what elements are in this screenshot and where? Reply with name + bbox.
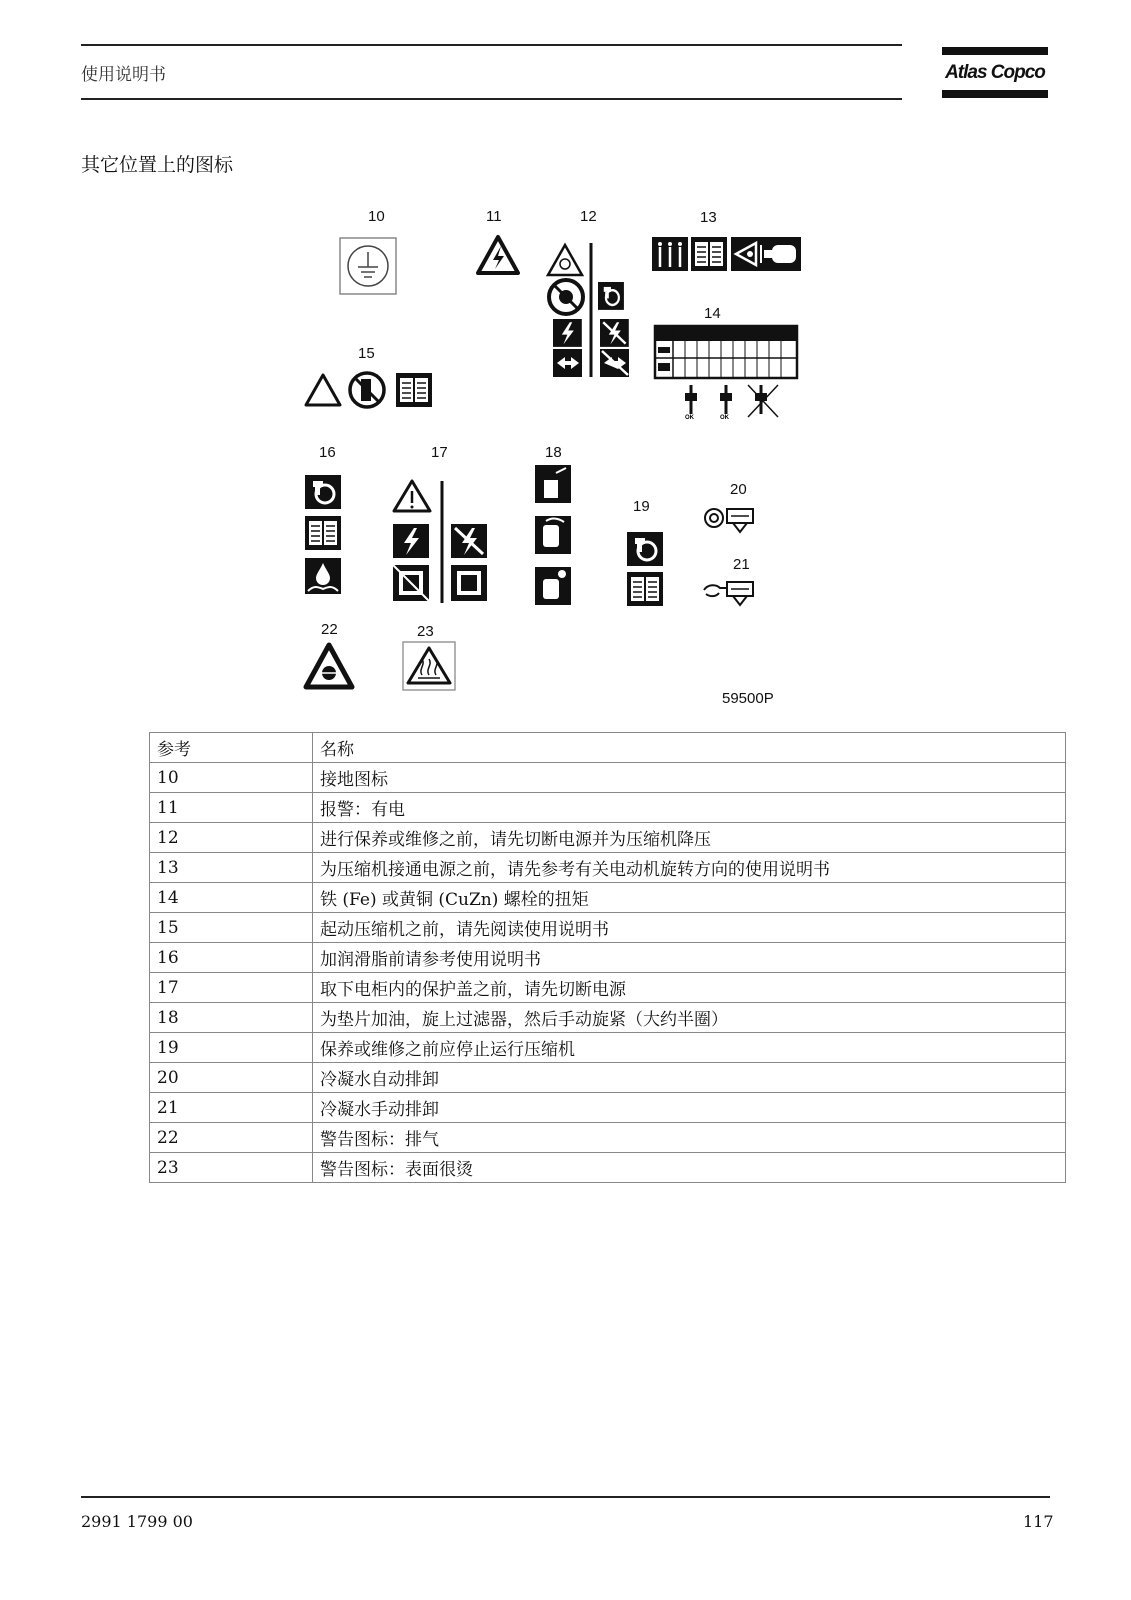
table-row: [150, 973, 1066, 1003]
pictograms-svg: [300, 205, 840, 715]
table-row: [150, 883, 1066, 913]
figure-label-20: 20: [730, 481, 747, 498]
table-row: [150, 823, 1066, 853]
maintenance-lockout-icon: [548, 243, 629, 377]
figure-label-21: 21: [733, 556, 750, 573]
name-cell: 报警：有电: [313, 793, 1066, 823]
manual-drain-icon: [704, 582, 753, 605]
ref-cell: 12: [150, 823, 313, 853]
section-title: 其它位置上的图标: [81, 154, 234, 176]
name-cell: 冷凝水自动排卸: [313, 1063, 1066, 1093]
torque-table-icon: [655, 326, 797, 417]
hot-surface-warning-icon: [403, 642, 455, 690]
figure-label-22: 22: [321, 621, 338, 638]
table-row: [150, 913, 1066, 943]
pictogram-figure: [300, 205, 840, 715]
table-row: [150, 1093, 1066, 1123]
reference-table: [149, 732, 1066, 1183]
figure-label-11: 11: [486, 208, 502, 225]
figure-label-18: 18: [545, 444, 562, 461]
name-cell: 为垫片加油，旋上过滤器，然后手动旋紧（大约半圈）: [313, 1003, 1066, 1033]
header-title: 使用说明书: [81, 65, 166, 85]
venting-warning-icon: [306, 645, 352, 687]
name-cell: 接地图标: [313, 763, 1066, 793]
name-cell: 起动压缩机之前，请先阅读使用说明书: [313, 913, 1066, 943]
table-row: [150, 763, 1066, 793]
oil-filter-icon: [535, 465, 571, 605]
ref-cell: 18: [150, 1003, 313, 1033]
torque-ok-label-1: OK: [685, 415, 694, 421]
earth-icon: [340, 238, 396, 294]
name-cell: 为压缩机接通电源之前，请先参考有关电动机旋转方向的使用说明书: [313, 853, 1066, 883]
ref-cell: 19: [150, 1033, 313, 1063]
electric-warning-icon: [478, 237, 518, 273]
ref-cell: 23: [150, 1153, 313, 1183]
ref-cell: 10: [150, 763, 313, 793]
ref-cell: 14: [150, 883, 313, 913]
name-cell: 冷凝水手动排卸: [313, 1093, 1066, 1123]
torque-ok-label-2: OK: [720, 415, 729, 421]
read-manual-icon: [306, 373, 432, 407]
grease-icon: [305, 475, 341, 594]
rotation-direction-icon: [652, 237, 801, 271]
ref-cell: 21: [150, 1093, 313, 1123]
ref-cell: 16: [150, 943, 313, 973]
figure-label-12: 12: [580, 208, 597, 225]
header-bottom-rule: [81, 98, 902, 100]
header-top-rule: [81, 44, 902, 46]
name-cell: 加润滑脂前请参考使用说明书: [313, 943, 1066, 973]
automatic-drain-icon: [705, 509, 753, 532]
table-row: [150, 1153, 1066, 1183]
ref-cell: 20: [150, 1063, 313, 1093]
footer-rule: [81, 1496, 1050, 1498]
table-row: [150, 853, 1066, 883]
table-row: [150, 793, 1066, 823]
figure-label-23: 23: [417, 623, 434, 640]
figure-label-17: 17: [431, 444, 448, 461]
column-header-ref: 参考: [150, 733, 313, 763]
ref-cell: 17: [150, 973, 313, 1003]
figure-label-13: 13: [700, 209, 717, 226]
figure-label-14: 14: [704, 305, 721, 322]
figure-label-16: 16: [319, 444, 336, 461]
brand-logo: [942, 47, 1048, 100]
document-number: 2991 1799 00: [81, 1512, 193, 1531]
ref-cell: 15: [150, 913, 313, 943]
figure-code: 59500P: [722, 690, 774, 707]
name-cell: 保养或维修之前应停止运行压缩机: [313, 1033, 1066, 1063]
electrical-cabinet-icon: [393, 481, 487, 603]
name-cell: 警告图标：表面很烫: [313, 1153, 1066, 1183]
figure-label-15: 15: [358, 345, 375, 362]
ref-cell: 13: [150, 853, 313, 883]
name-cell: 铁 (Fe) 或黄铜 (CuZn) 螺栓的扭矩: [313, 883, 1066, 913]
logo-text: Atlas Copco: [945, 62, 1045, 83]
table-body: [150, 763, 1066, 1183]
table-header-row: [150, 733, 1066, 763]
ref-cell: 11: [150, 793, 313, 823]
name-cell: 进行保养或维修之前，请先切断电源并为压缩机降压: [313, 823, 1066, 853]
table-row: [150, 1123, 1066, 1153]
name-cell: 警告图标：排气: [313, 1123, 1066, 1153]
stop-before-maintenance-icon: [627, 532, 663, 606]
table-row: [150, 1033, 1066, 1063]
page-number: 117: [1023, 1512, 1054, 1531]
column-header-name: 名称: [313, 733, 1066, 763]
figure-label-10: 10: [368, 208, 385, 225]
name-cell: 取下电柜内的保护盖之前，请先切断电源: [313, 973, 1066, 1003]
table-row: [150, 1063, 1066, 1093]
table-row: [150, 943, 1066, 973]
figure-label-19: 19: [633, 498, 650, 515]
table-row: [150, 1003, 1066, 1033]
ref-cell: 22: [150, 1123, 313, 1153]
